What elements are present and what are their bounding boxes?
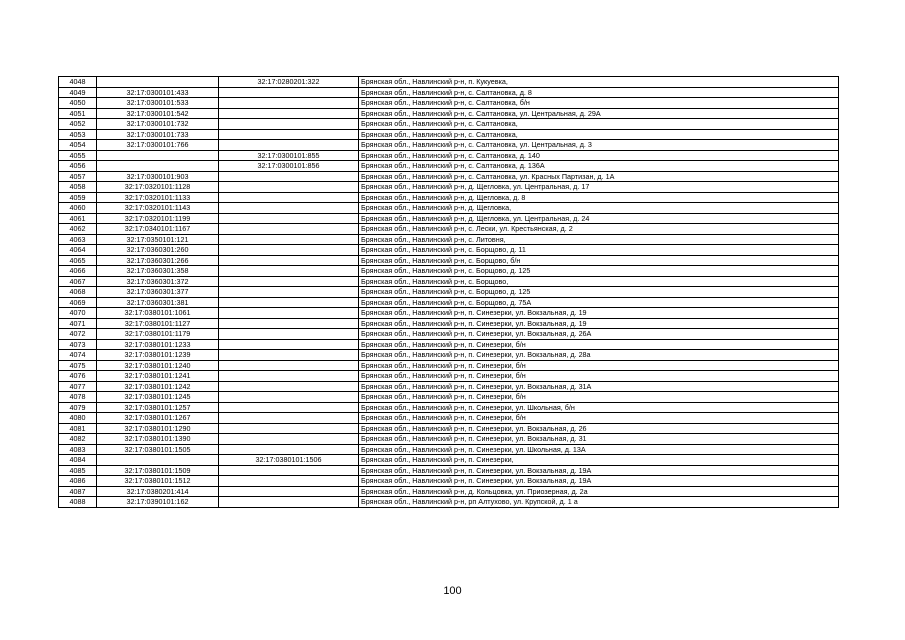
table-row [59,119,839,130]
row-number: 4077 [59,381,97,392]
cadastral-number-cell [97,161,219,172]
table-row [59,339,839,350]
cadastral-number-cell: 32:17:0380101:1179 [97,329,219,340]
row-number: 4079 [59,402,97,413]
address-cell: Брянская обл., Навлинский р-н, с. Салтановка, б/н [359,98,839,109]
address-cell: Брянская обл., Навлинский р-н, п. Синезерки, б/н [359,413,839,424]
address-cell: Брянская обл., Навлинский р-н, п. Кукуевка, [359,77,839,88]
table-row [59,87,839,98]
cadastral-number-cell: 32:17:0390101:162 [97,497,219,508]
cadastral-number-cell: 32:17:0360301:372 [97,276,219,287]
row-number: 4075 [59,360,97,371]
cadastral-number-alt-cell [219,413,359,424]
cadastral-number-cell: 32:17:0380101:1061 [97,308,219,319]
cadastral-number-alt-cell [219,108,359,119]
cadastral-number-alt-cell [219,224,359,235]
cadastral-number-cell: 32:17:0380101:1505 [97,444,219,455]
row-number: 4082 [59,434,97,445]
row-number: 4049 [59,87,97,98]
table-row [59,318,839,329]
row-number: 4067 [59,276,97,287]
row-number: 4069 [59,297,97,308]
cadastral-number-alt-cell [219,129,359,140]
address-cell: Брянская обл., Навлинский р-н, п. Синезерки, б/н [359,339,839,350]
cadastral-number-alt-cell [219,350,359,361]
row-number: 4086 [59,476,97,487]
cadastral-number-cell: 32:17:0380101:1239 [97,350,219,361]
row-number: 4056 [59,161,97,172]
cadastral-number-alt-cell [219,276,359,287]
address-cell: Брянская обл., Навлинский р-н, д. Щегловка, ул. Центральная, д. 17 [359,182,839,193]
address-cell: Брянская обл., Навлинский р-н, п. Синезерки, ул. Вокзальная, д. 19А [359,476,839,487]
row-number: 4073 [59,339,97,350]
address-cell: Брянская обл., Навлинский р-н, с. Лески, ул. Крестьянская, д. 2 [359,224,839,235]
row-number: 4071 [59,318,97,329]
address-cell: Брянская обл., Навлинский р-н, с. Борщово, д. 75А [359,297,839,308]
row-number: 4065 [59,255,97,266]
row-number: 4072 [59,329,97,340]
cadastral-number-alt-cell [219,381,359,392]
cadastral-number-alt-cell [219,308,359,319]
table-row [59,392,839,403]
table-row [59,224,839,235]
address-cell: Брянская обл., Навлинский р-н, с. Борщово, б/н [359,255,839,266]
row-number: 4081 [59,423,97,434]
cadastral-number-cell: 32:17:0340101:1167 [97,224,219,235]
cadastral-number-cell: 32:17:0380101:1242 [97,381,219,392]
row-number: 4084 [59,455,97,466]
row-number: 4048 [59,77,97,88]
address-cell: Брянская обл., Навлинский р-н, с. Салтановка, ул. Центральная, д. 3 [359,140,839,151]
row-number: 4060 [59,203,97,214]
address-cell: Брянская обл., Навлинский р-н, п. Синезерки, ул. Школьная, д. 13А [359,444,839,455]
row-number: 4085 [59,465,97,476]
address-cell: Брянская обл., Навлинский р-н, с. Салтановка, [359,119,839,130]
row-number: 4068 [59,287,97,298]
address-cell: Брянская обл., Навлинский р-н, с. Салтановка, д. 8 [359,87,839,98]
cadastral-number-alt-cell [219,476,359,487]
address-cell: Брянская обл., Навлинский р-н, п. Синезерки, ул. Вокзальная, д. 19А [359,465,839,476]
table-row [59,140,839,151]
cadastral-number-cell: 32:17:0320101:1199 [97,213,219,224]
cadastral-number-alt-cell [219,119,359,130]
address-cell: Брянская обл., Навлинский р-н, п. Синезерки, [359,455,839,466]
cadastral-number-alt-cell [219,287,359,298]
address-cell: Брянская обл., Навлинский р-н, д. Щегловка, д. 8 [359,192,839,203]
cadastral-number-cell: 32:17:0380101:1241 [97,371,219,382]
cadastral-number-cell: 32:17:0300101:533 [97,98,219,109]
table-row [59,192,839,203]
cadastral-number-alt-cell [219,297,359,308]
cadastral-number-alt-cell [219,486,359,497]
row-number: 4078 [59,392,97,403]
table-row [59,402,839,413]
address-cell: Брянская обл., Навлинский р-н, п. Синезерки, ул. Вокзальная, д. 31 [359,434,839,445]
table-body [59,77,839,508]
row-number: 4054 [59,140,97,151]
address-cell: Брянская обл., Навлинский р-н, с. Салтановка, ул. Центральная, д. 29А [359,108,839,119]
cadastral-number-cell: 32:17:0320101:1133 [97,192,219,203]
address-cell: Брянская обл., Навлинский р-н, п. Синезерки, ул. Вокзальная, д. 26А [359,329,839,340]
address-cell: Брянская обл., Навлинский р-н, д. Щегловка, ул. Центральная, д. 24 [359,213,839,224]
address-cell: Брянская обл., Навлинский р-н, п. Синезерки, ул. Вокзальная, д. 19 [359,318,839,329]
cadastral-number-alt-cell [219,192,359,203]
cadastral-number-alt-cell [219,360,359,371]
table-row [59,465,839,476]
table-row [59,108,839,119]
table-row [59,171,839,182]
cadastral-number-cell: 32:17:0300101:433 [97,87,219,98]
cadastral-number-cell [97,455,219,466]
cadastral-number-alt-cell: 32:17:0300101:855 [219,150,359,161]
row-number: 4057 [59,171,97,182]
cadastral-number-cell: 32:17:0380101:1127 [97,318,219,329]
table-row [59,360,839,371]
table-row [59,486,839,497]
row-number: 4058 [59,182,97,193]
cadastral-number-cell: 32:17:0380201:414 [97,486,219,497]
table-row [59,129,839,140]
address-cell: Брянская обл., Навлинский р-н, рп Алтухово, ул. Крупской, д. 1 а [359,497,839,508]
table-row [59,213,839,224]
table-row [59,182,839,193]
cadastral-number-cell: 32:17:0300101:542 [97,108,219,119]
cadastral-number-cell: 32:17:0380101:1509 [97,465,219,476]
cadastral-number-alt-cell [219,140,359,151]
address-cell: Брянская обл., Навлинский р-н, п. Синезерки, ул. Вокзальная, д. 28а [359,350,839,361]
cadastral-number-alt-cell [219,245,359,256]
cadastral-number-alt-cell [219,203,359,214]
cadastral-number-cell: 32:17:0380101:1240 [97,360,219,371]
cadastral-number-cell: 32:17:0320101:1128 [97,182,219,193]
address-cell: Брянская обл., Навлинский р-н, п. Синезерки, б/н [359,371,839,382]
table-row [59,234,839,245]
cadastral-number-cell [97,77,219,88]
cadastral-number-alt-cell [219,444,359,455]
cadastral-number-cell: 32:17:0350101:121 [97,234,219,245]
cadastral-number-alt-cell [219,392,359,403]
cadastral-number-cell: 32:17:0380101:1267 [97,413,219,424]
page-number: 100 [443,585,462,597]
cadastral-number-cell: 32:17:0380101:1290 [97,423,219,434]
table-row [59,203,839,214]
cadastral-number-alt-cell [219,266,359,277]
cadastral-number-cell: 32:17:0300101:732 [97,119,219,130]
cadastral-number-cell: 32:17:0380101:1257 [97,402,219,413]
address-cell: Брянская обл., Навлинский р-н, п. Синезерки, ул. Вокзальная, д. 31А [359,381,839,392]
address-cell: Брянская обл., Навлинский р-н, с. Борщово, [359,276,839,287]
row-number: 4061 [59,213,97,224]
cadastral-number-cell: 32:17:0360301:266 [97,255,219,266]
cadastral-number-alt-cell: 32:17:0380101:1506 [219,455,359,466]
address-cell: Брянская обл., Навлинский р-н, п. Синезерки, ул. Вокзальная, д. 26 [359,423,839,434]
row-number: 4070 [59,308,97,319]
table-row [59,455,839,466]
cadastral-number-alt-cell [219,255,359,266]
table-row [59,381,839,392]
cadastral-number-cell: 32:17:0300101:733 [97,129,219,140]
table-row [59,329,839,340]
cadastral-number-alt-cell: 32:17:0300101:856 [219,161,359,172]
address-cell: Брянская обл., Навлинский р-н, д. Щегловка, [359,203,839,214]
row-number: 4083 [59,444,97,455]
cadastral-number-cell: 32:17:0300101:903 [97,171,219,182]
table-row [59,255,839,266]
cadastral-number-alt-cell [219,182,359,193]
cadastral-number-alt-cell [219,171,359,182]
table-row [59,297,839,308]
cadastral-number-cell: 32:17:0320101:1143 [97,203,219,214]
address-cell: Брянская обл., Навлинский р-н, с. Литовня, [359,234,839,245]
address-cell: Брянская обл., Навлинский р-н, с. Салтановка, ул. Красных Партизан, д. 1А [359,171,839,182]
table-row [59,161,839,172]
cadastral-number-alt-cell [219,98,359,109]
row-number: 4051 [59,108,97,119]
cadastral-number-cell: 32:17:0360301:381 [97,297,219,308]
address-cell: Брянская обл., Навлинский р-н, с. Борщово, д. 125 [359,266,839,277]
cadastral-number-cell: 32:17:0380101:1512 [97,476,219,487]
cadastral-number-alt-cell [219,329,359,340]
row-number: 4064 [59,245,97,256]
row-number: 4066 [59,266,97,277]
cadastral-number-cell: 32:17:0380101:1390 [97,434,219,445]
cadastral-number-cell: 32:17:0360301:377 [97,287,219,298]
cadastral-number-alt-cell [219,318,359,329]
table-row [59,276,839,287]
row-number: 4059 [59,192,97,203]
cadastral-number-cell: 32:17:0360301:260 [97,245,219,256]
cadastral-number-alt-cell [219,339,359,350]
address-cell: Брянская обл., Навлинский р-н, с. Салтановка, [359,129,839,140]
cadastral-number-alt-cell: 32:17:0280201:322 [219,77,359,88]
cadastral-number-alt-cell [219,402,359,413]
property-registry-table [58,76,839,508]
table-row [59,308,839,319]
table-row [59,245,839,256]
row-number: 4074 [59,350,97,361]
table-row [59,150,839,161]
table-row [59,444,839,455]
address-cell: Брянская обл., Навлинский р-н, п. Синезерки, б/н [359,360,839,371]
row-number: 4062 [59,224,97,235]
cadastral-number-alt-cell [219,213,359,224]
table-row [59,77,839,88]
cadastral-number-cell: 32:17:0300101:766 [97,140,219,151]
table-row [59,371,839,382]
table-row [59,423,839,434]
address-cell: Брянская обл., Навлинский р-н, п. Синезерки, ул. Школьная, б/н [359,402,839,413]
cadastral-number-cell: 32:17:0380101:1233 [97,339,219,350]
table-row [59,497,839,508]
table-row [59,98,839,109]
row-number: 4052 [59,119,97,130]
cadastral-number-alt-cell [219,87,359,98]
table-row [59,287,839,298]
cadastral-number-alt-cell [219,497,359,508]
row-number: 4053 [59,129,97,140]
address-cell: Брянская обл., Навлинский р-н, п. Синезерки, ул. Вокзальная, д. 19 [359,308,839,319]
cadastral-number-alt-cell [219,234,359,245]
row-number: 4087 [59,486,97,497]
table-row [59,476,839,487]
address-cell: Брянская обл., Навлинский р-н, с. Салтановка, д. 140 [359,150,839,161]
cadastral-number-alt-cell [219,465,359,476]
cadastral-number-alt-cell [219,371,359,382]
cadastral-number-cell [97,150,219,161]
address-cell: Брянская обл., Навлинский р-н, с. Борщово, д. 125 [359,287,839,298]
row-number: 4063 [59,234,97,245]
address-cell: Брянская обл., Навлинский р-н, с. Салтановка, д. 136А [359,161,839,172]
cadastral-number-alt-cell [219,434,359,445]
cadastral-number-cell: 32:17:0380101:1245 [97,392,219,403]
row-number: 4076 [59,371,97,382]
address-cell: Брянская обл., Навлинский р-н, с. Борщово, д. 11 [359,245,839,256]
address-cell: Брянская обл., Навлинский р-н, п. Синезерки, б/н [359,392,839,403]
row-number: 4055 [59,150,97,161]
row-number: 4050 [59,98,97,109]
address-cell: Брянская обл., Навлинский р-н, д. Кольцовка, ул. Приозерная, д. 2а [359,486,839,497]
row-number: 4088 [59,497,97,508]
table-row [59,266,839,277]
cadastral-number-alt-cell [219,423,359,434]
table-row [59,350,839,361]
table-row [59,434,839,445]
cadastral-number-cell: 32:17:0360301:358 [97,266,219,277]
table-row [59,413,839,424]
row-number: 4080 [59,413,97,424]
